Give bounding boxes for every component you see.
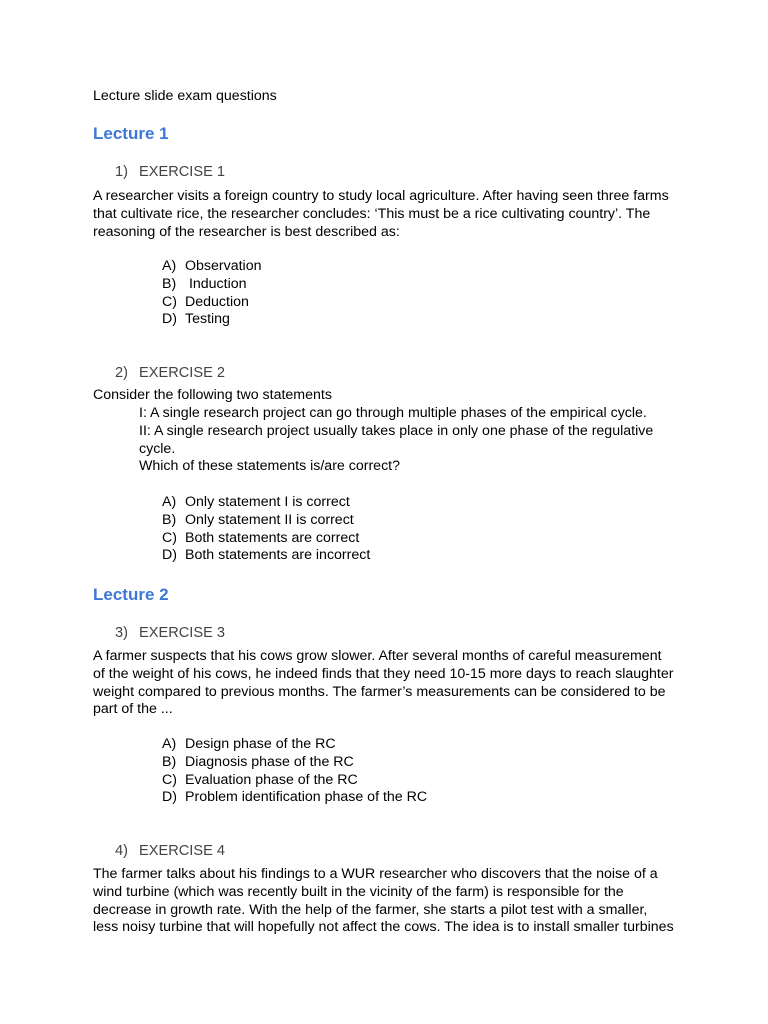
option-letter: C) — [162, 293, 177, 310]
option-letter: A) — [162, 736, 177, 752]
option-text: Both statements are incorrect — [185, 547, 371, 564]
option-text: Problem identification phase of the RC — [185, 789, 428, 806]
question-line: The farmer talks about his findings to a WUR researcher who discovers that the noise of a — [93, 866, 658, 882]
option-text: Deduction — [185, 293, 249, 310]
question-line: decrease in growth rate. With the help of the farmer, she starts a pilot test with a smaller, — [93, 901, 648, 918]
question-line: part of the ... — [93, 701, 173, 718]
option-text: Diagnosis phase of the RC — [185, 753, 354, 770]
exercise-number: 3) — [115, 625, 128, 641]
option-c — [162, 530, 370, 548]
question-line: A researcher visits a foreign country to study local agriculture. After having seen three farms — [93, 188, 669, 204]
exercise-label: EXERCISE 3 — [139, 625, 225, 641]
option-letter: B) — [162, 511, 177, 528]
option-letter: D) — [162, 311, 177, 328]
exercise-heading-1 — [115, 163, 225, 181]
exercise-label: EXERCISE 1 — [139, 164, 225, 180]
option-letter: B) — [162, 753, 177, 770]
exercise-2-question — [93, 387, 332, 405]
option-c — [162, 294, 262, 312]
question-line: that cultivate rice, the researcher concludes: ‘This must be a rice cultivating country’. The — [93, 205, 651, 222]
exercise-4-question — [93, 866, 674, 937]
question-line: weight compared to previous months. The farmer’s measurements can be considered to be — [93, 683, 666, 700]
exercise-heading-3 — [115, 624, 225, 642]
exercise-label: EXERCISE 2 — [139, 365, 225, 381]
exercise-2-options — [162, 494, 370, 565]
option-a — [162, 494, 370, 512]
option-text: Observation — [185, 258, 262, 274]
option-text: Design phase of the RC — [185, 736, 336, 752]
question-line: reasoning of the researcher is best described as: — [93, 223, 400, 240]
exercise-number: 4) — [115, 843, 128, 859]
option-letter: C) — [162, 771, 177, 788]
option-b — [162, 276, 262, 294]
option-d — [162, 789, 427, 807]
exercise-heading-4 — [115, 842, 225, 860]
option-text: Testing — [185, 311, 230, 328]
question-line: less noisy turbine that will hopefully not affect the cows. The idea is to install smaller turbines — [93, 919, 674, 936]
option-text: Both statements are correct — [185, 529, 360, 546]
question-line: Consider the following two statements — [93, 387, 332, 403]
exercise-label: EXERCISE 4 — [139, 843, 225, 859]
option-b — [162, 754, 427, 772]
exercise-number: 1) — [115, 164, 128, 180]
option-d — [162, 547, 370, 565]
question-line: of the weight of his cows, he indeed finds that they need 10-15 more days to reach slaughter — [93, 665, 674, 682]
exercise-heading-2 — [115, 364, 225, 382]
option-b — [162, 512, 370, 530]
statement-line: Which of these statements is/are correct? — [139, 458, 401, 475]
exercise-3-question — [93, 648, 673, 719]
option-letter: C) — [162, 529, 177, 546]
option-a — [162, 736, 427, 754]
statement-line: cycle. — [139, 440, 176, 457]
exercise-3-options — [162, 736, 427, 807]
option-text: Induction — [185, 275, 247, 292]
exercise-1-question — [93, 188, 669, 241]
exercise-2-statements — [139, 405, 653, 476]
section-heading-lecture-2: Lecture 2 — [93, 585, 169, 604]
option-letter: B) — [162, 275, 177, 292]
option-letter: A) — [162, 258, 177, 274]
option-text: Evaluation phase of the RC — [185, 771, 358, 788]
option-a — [162, 258, 262, 276]
option-letter: A) — [162, 494, 177, 510]
exercise-1-options — [162, 258, 262, 329]
option-text: Only statement II is correct — [185, 511, 354, 528]
option-c — [162, 772, 427, 790]
question-line: A farmer suspects that his cows grow slower. After several months of careful measurement — [93, 648, 662, 664]
document-title: Lecture slide exam questions — [93, 88, 277, 104]
statement-line: I: A single research project can go through multiple phases of the empirical cycle. — [139, 405, 647, 421]
question-line: wind turbine (which was recently built in the vicinity of the farm) is responsible for the — [93, 883, 624, 900]
option-letter: D) — [162, 547, 177, 564]
option-text: Only statement I is correct — [185, 494, 350, 510]
option-d — [162, 311, 262, 329]
option-letter: D) — [162, 789, 177, 806]
statement-line: II: A single research project usually takes place in only one phase of the regulative — [139, 422, 654, 439]
section-heading-lecture-1: Lecture 1 — [93, 124, 169, 143]
exercise-number: 2) — [115, 365, 128, 381]
